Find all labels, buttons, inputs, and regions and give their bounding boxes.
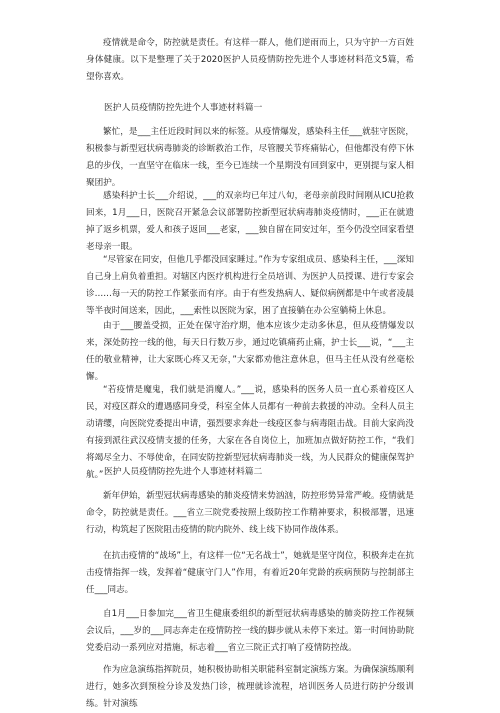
paragraph-2: 感染科护士长___介绍说，___的双亲均已年过八旬，老母亲前段时间刚从ICU抢救回来，1月___日，医院召开紧急会议部署防控新型冠状病毒肺炎疫情时，___正在就遗掉了返乡机票，爱人和孩子返回___老家，___独自留在同安过年，至今仍没空回家看望老母亲一眼。 bbox=[86, 191, 414, 252]
paragraph-8: 自1月___日参加完___省卫生健康委组织的新型冠状病毒感染的肺炎防控工作视频会议后，___岁的___同志奔走在疫情防控一线的脚步就从未停下来过。第一时间协助院党委启动一系列应对措施，标志着___省立三院正式打响了疫情防控战。 bbox=[86, 609, 414, 653]
section-heading-1: 医护人员疫情防控先进个人事迹材料篇一 bbox=[104, 103, 263, 113]
paragraph-1: 繁忙，是___主任近段时间以来的标签。从疫情爆发，感染科主任___就驻守医院，积极参与新型冠状病毒肺炎的诊断救治工作，尽管腰关节疼痛钻心，但他都没有停下休息的步伐，一直坚守在临床一线，至今已连续一个星期没有回到家中，更别提与家人相聚团护。 bbox=[86, 127, 414, 188]
paragraph-7: 在抗击疫情的“战场”上，有这样一位“无名战士”，她就是坚守岗位，积极奔走在抗击疫情指挥一线，发挥着“健康守门人”作用，有着近20年党龄的疾病预防与控制部主任___同志。 bbox=[86, 551, 414, 595]
paragraph-3: “尽管家在同安，但他几乎都没回家睡过。”作为专家组成员、感染科主任，___深知自己身上肩负着重担。对辖区内医疗机构进行全员培训、为医护人员授课、进行专家会诊……每一天的防控工作紧张而有序。由于有些发热病人、疑似病例都是中午或者凌晨等半夜时间送来，因此，___索性以医院为家，困了直接躺在办公室躺椅上休息。 bbox=[86, 255, 414, 316]
paragraph-6: 新年伊始，新型冠状病毒感染的肺炎疫情来势汹汹，防控形势异常严峻。疫情就是命令，防控就是责任。___省立三院党委按照上级防控工作精神要求，积极部署，迅速行动，构筑起了医院阻击疫情的院内院外、线上线下协同作战体系。 bbox=[86, 491, 414, 535]
paragraph-9: 作为应急演练指挥院员，她积极协助相关职能科室制定演练方案。为确保演练顺利进行，她多次到预检分诊及发热门诊，梳理就诊流程，培训医务人员进行防护分级训练。针对演练 bbox=[86, 665, 414, 709]
section-heading-2: 医护人员疫情防控先进个人事迹材料篇二 bbox=[104, 467, 263, 477]
intro-paragraph: 疫情就是命令，防控就是责任。有这样一群人，他们逆雨而上，只为守护一方百姓身体健康。以下是整理了关于2020医护人员疫情防控先进个人事迹材料范文5篇，希望你喜欢。 bbox=[86, 38, 414, 82]
paragraph-5: “若疫情是魔鬼，我们就是消魔人。”___说，感染科的医务人员一直心系着疫区人民，对疫区群众的遭遇感同身受，科室全体人员都有一种前去救援的冲动。全科人员主动请缨，向医院党委提出申请，强烈要求奔赴一线疫区参与病毒阻击战。目前大家尚没有接到派往武汉疫情支援的任务，大家在各自岗位上，加班加点做好防控工作，“我们将竭尽全力、不辱使命，在同安防控新型冠状病毒肺炎一线，为人民群众的健康保驾护航。” bbox=[86, 385, 414, 480]
paragraph-4: 由于___腰盖受损，正处在保守治疗期，他本应该少走动多休息，但从疫情爆发以来，深处防控一线的他，每天日行数万步，通过吃镇痛药止痛，护士长___说，“___主任的敬业精神，让大家既心疼又无奈，”大家都劝他注意休息，但马主任从没有丝毫松懈。 bbox=[86, 321, 414, 382]
